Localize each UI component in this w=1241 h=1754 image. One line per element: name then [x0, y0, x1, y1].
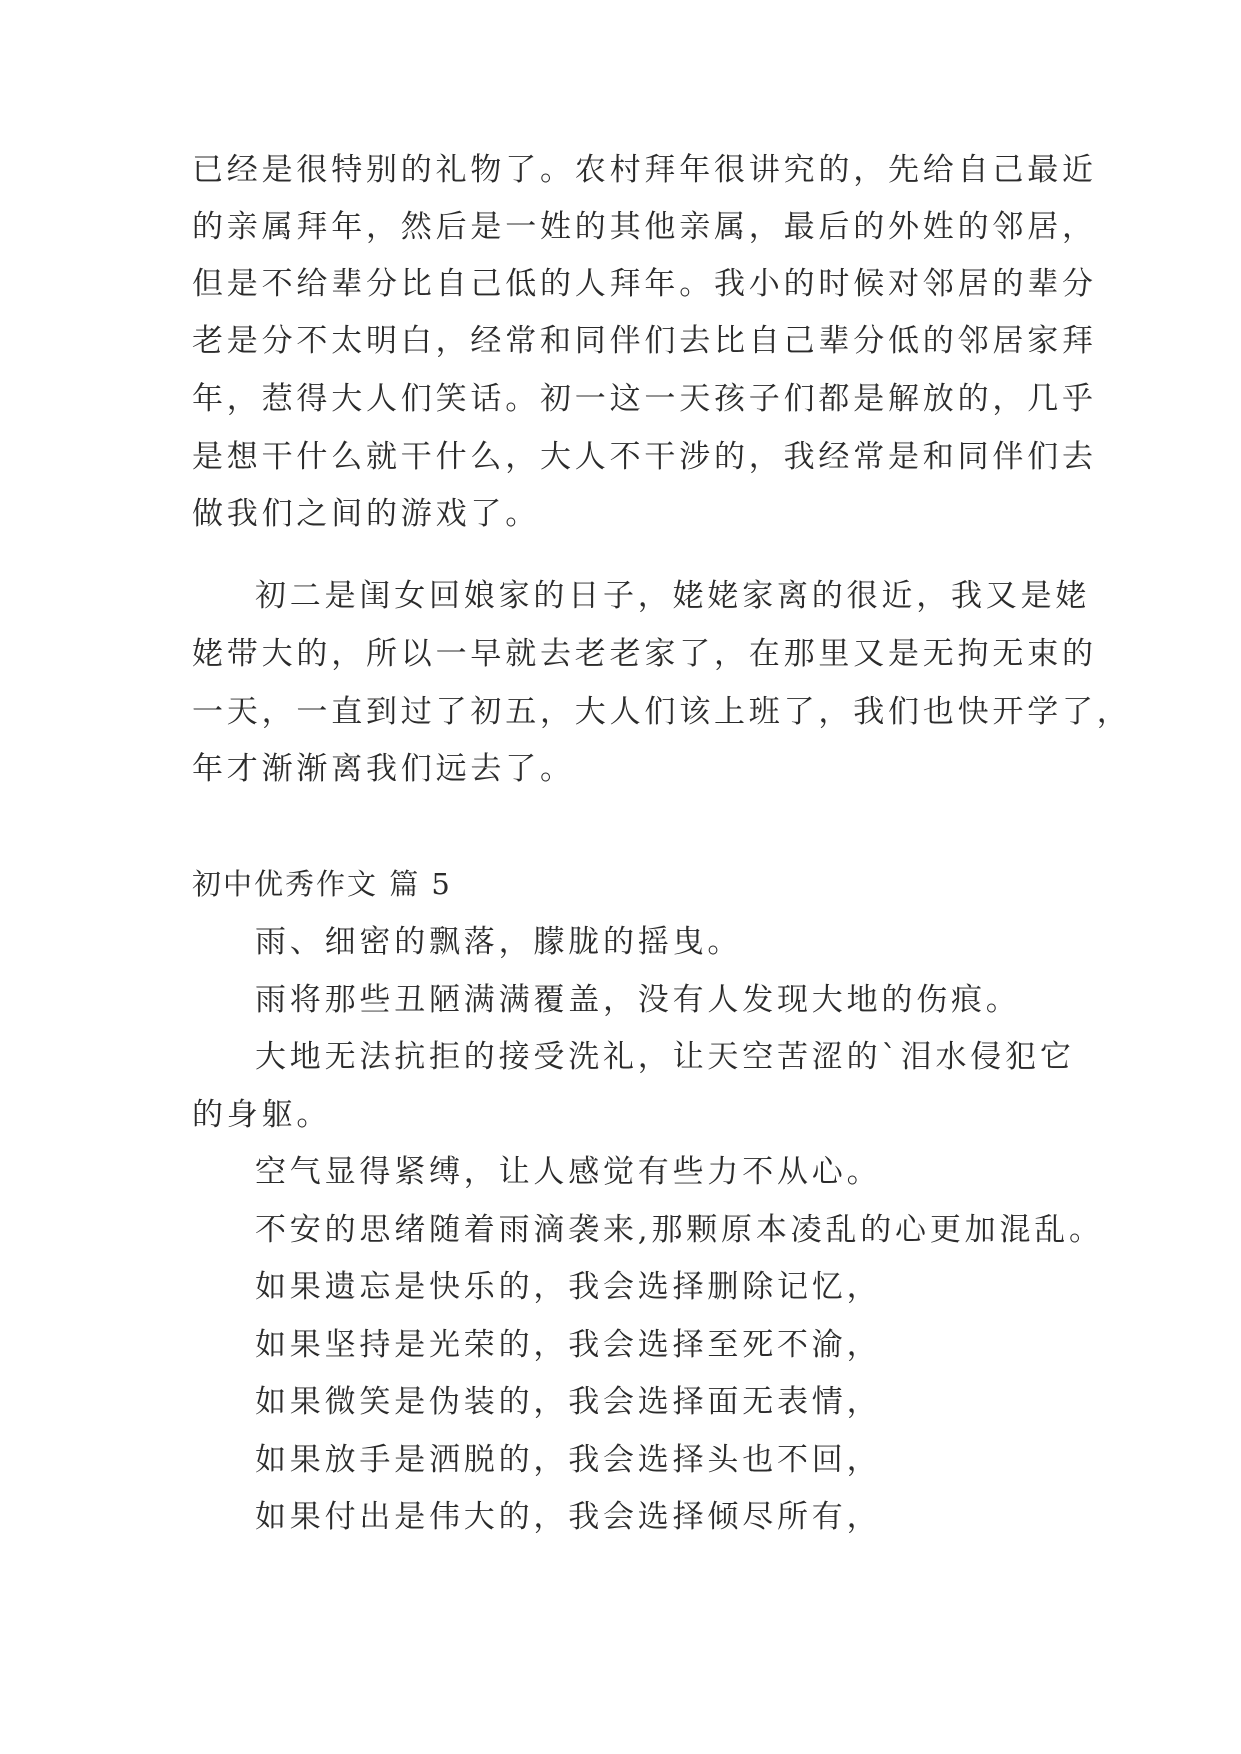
paragraph-line: 大地无法抗拒的接受洗礼，让天空苦涩的`泪水侵犯它	[255, 1039, 1075, 1075]
paragraph-line: 如果放手是洒脱的，我会选择头也不回，	[255, 1442, 882, 1478]
paragraph-line: 空气显得紧缚，让人感觉有些力不从心。	[255, 1154, 882, 1190]
paragraph-line: 做我们之间的游戏了。	[192, 496, 540, 532]
paragraph-line: 如果坚持是光荣的，我会选择至死不渝，	[255, 1327, 882, 1363]
paragraph-line: 年才渐渐离我们远去了。	[192, 751, 575, 787]
paragraph-line: 的亲属拜年，然后是一姓的其他亲属，最后的外姓的邻居，	[192, 209, 1097, 245]
paragraph-line: 姥带大的，所以一早就去老老家了，在那里又是无拘无束的	[192, 636, 1097, 672]
paragraph-line: 初二是闺女回娘家的日子，姥姥家离的很近，我又是姥	[255, 578, 1091, 614]
paragraph-line: 如果付出是伟大的，我会选择倾尽所有，	[255, 1499, 882, 1535]
paragraph-line: 是想干什么就干什么，大人不干涉的，我经常是和同伴们去	[192, 439, 1097, 475]
paragraph-line: 但是不给辈分比自己低的人拜年。我小的时候对邻居的辈分	[192, 266, 1097, 302]
paragraph-line: 如果遗忘是快乐的，我会选择删除记忆，	[255, 1269, 882, 1305]
section-heading: 初中优秀作文 篇 5	[192, 867, 452, 901]
paragraph-line: 一天，一直到过了初五，大人们该上班了，我们也快开学了，	[192, 694, 1132, 730]
paragraph-line: 雨、细密的飘落，朦胧的摇曳。	[255, 924, 743, 960]
paragraph-line: 已经是很特别的礼物了。农村拜年很讲究的，先给自己最近	[192, 152, 1097, 188]
paragraph-line: 不安的思绪随着雨滴袭来,那颗原本凌乱的心更加混乱。	[255, 1212, 1104, 1248]
paragraph-line: 老是分不太明白，经常和同伴们去比自己辈分低的邻居家拜	[192, 323, 1097, 359]
paragraph-line: 如果微笑是伪装的，我会选择面无表情，	[255, 1384, 882, 1420]
paragraph-line: 雨将那些丑陋满满覆盖，没有人发现大地的伤痕。	[255, 982, 1021, 1018]
paragraph-line: 年，惹得大人们笑话。初一这一天孩子们都是解放的，几乎	[192, 381, 1097, 417]
paragraph-line: 的身躯。	[192, 1097, 332, 1133]
